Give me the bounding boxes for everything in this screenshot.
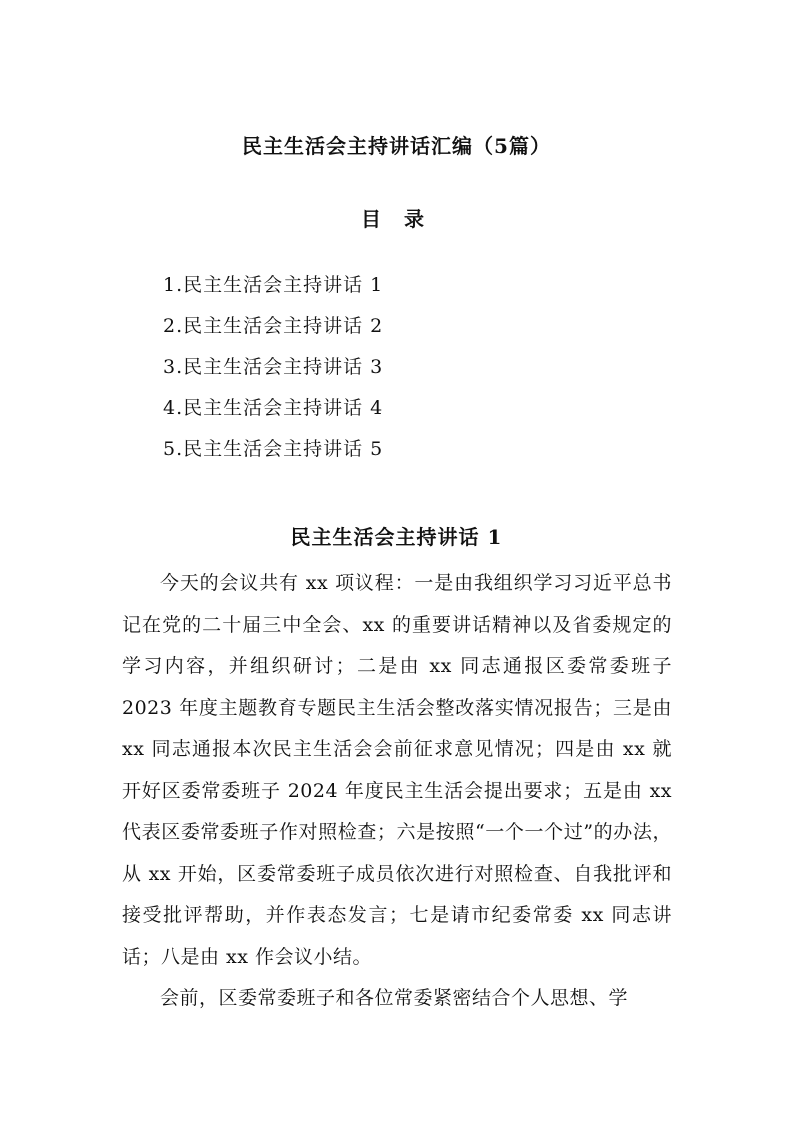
toc-item: 2.民主生活会主持讲话 2 — [163, 315, 384, 337]
body-text — [122, 563, 672, 1020]
toc-item: 5.民主生活会主持讲话 5 — [163, 438, 384, 460]
section-title: 民主生活会主持讲话 1 — [290, 525, 503, 549]
paragraph: 今天的会议共有 xx 项议程：一是由我组织学习习近平总书记在党的二十届三中全会、xx 的重要讲话精神以及省委规定的学习内容，并组织研讨；二是由 xx 同志通报区委常委班子 2023 年度主题教育专题民主生活会整改落实情况报告；三是由 xx 同志通报本次民主生活会会前征求意见情况；四是由 xx 就开好区委常委班子 2024 年度民主生活会提出要求；五是由 xx 代表区委常委班子作对照检查；六是按照“一个一个过”的办法，从 xx 开始，区委常委班子成员依次进行对照检查、自我批评和接受批评帮助，并作表态发言；七是请市纪委常委 xx 同志讲话；八是由 xx 作会议小结。 — [122, 572, 672, 968]
toc-item: 4.民主生活会主持讲话 4 — [163, 397, 384, 419]
toc-item: 1.民主生活会主持讲话 1 — [163, 274, 384, 296]
paragraph: 会前，区委常委班子和各位常委紧密结合个人思想、学 — [160, 987, 629, 1009]
toc-heading: 目 录 — [361, 207, 432, 231]
document-title: 民主生活会主持讲话汇编（5篇） — [242, 134, 551, 158]
toc-item: 3.民主生活会主持讲话 3 — [163, 356, 384, 378]
table-of-contents — [163, 271, 383, 476]
